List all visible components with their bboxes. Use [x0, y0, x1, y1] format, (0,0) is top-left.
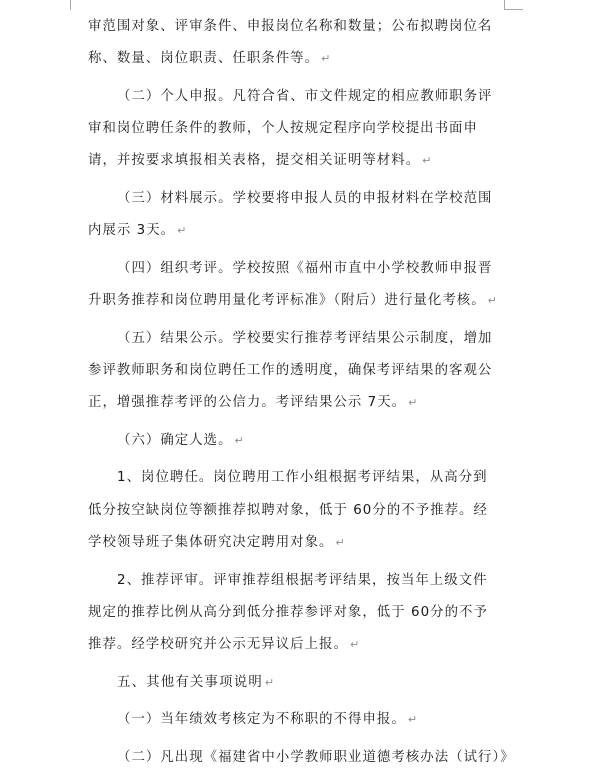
paragraph-mark-icon: ↵ [335, 535, 345, 549]
paragraph-mark-icon: ↵ [407, 713, 418, 727]
paragraph-line: 参评教师职务和岗位聘任工作的透明度，确保考评结果的客观公 [88, 362, 493, 378]
margin-corner-mark-right [504, 0, 523, 10]
paragraph-mark-icon: ↵ [234, 433, 244, 447]
paragraph-line: 1、岗位聘任。岗位聘用工作小组根据考评结果，从高分到 [117, 470, 488, 486]
paragraph-line: （三）材料展示。学校要将申报人员的申报材料在学校范围 [117, 190, 493, 206]
paragraph-line: （二）个人申报。凡符合省、市文件规定的相应教师职务评 [117, 88, 493, 104]
paragraph-line: 请，并按要求填报相关表格，提交相关证明等材料。 ↵ [88, 153, 432, 169]
paragraph-mark-icon: ↵ [264, 675, 275, 689]
paragraph-mark-icon: ↵ [408, 396, 418, 410]
paragraph-mark-icon: ↵ [349, 637, 360, 651]
paragraph-line: （五）结果公示。学校要实行推荐考评结果公示制度，增加 [117, 330, 493, 346]
paragraph-line: 审和岗位聘任条件的教师，个人按规定程序向学校提出书面申 [88, 121, 478, 137]
document-body [88, 11, 515, 774]
margin-corner-mark-left [70, 0, 71, 10]
paragraph-line: 审范围对象、评审条件、申报岗位名称和数量；公布拟聘岗位名 [88, 19, 493, 34]
paragraph-mark-icon: ↵ [177, 224, 187, 238]
paragraph-line: （四）组织考评。学校按照《福州市直中小学校教师申报晋 [117, 260, 493, 276]
paragraph-line: 规定的推荐比例从高分到低分推荐参评对象，低于 60分的不予 [88, 604, 488, 620]
paragraph-line: （六）确定人选。 ↵ [117, 432, 244, 448]
paragraph-mark-icon: ↵ [487, 294, 497, 307]
paragraph-line: 低分按空缺岗位等额推荐拟聘对象，低于 60分的不予推荐。经 [88, 502, 488, 518]
paragraph-line: 正，增强推荐考评的公信力。考评结果公示 7天。 ↵ [88, 395, 418, 411]
paragraph-line: 推荐。经学校研究并公示无异议后上报。 ↵ [88, 636, 360, 652]
paragraph-line: 内展示 3天。 ↵ [88, 223, 187, 239]
paragraph-line: 称、数量、岗位职责、任职条件等。 ↵ [88, 51, 331, 67]
section-heading: 五、其他有关事项说明 ↵ [117, 674, 275, 690]
paragraph-mark-icon: ↵ [321, 52, 331, 66]
paragraph-line: （二）凡出现《福建省中小学教师职业道德考核办法（试行）》 [117, 749, 515, 765]
paragraph-line: 2、推荐评审。评审推荐组根据考评结果，按当年上级文件 [117, 572, 488, 588]
paragraph-line: 升职务推荐和岗位聘用量化考评标准》（附后）进行量化考核。 ↵ [88, 293, 497, 308]
paragraph-mark-icon: ↵ [422, 154, 432, 168]
paragraph-line: 学校领导班子集体研究决定聘用对象。 ↵ [88, 534, 345, 550]
paragraph-line: （一）当年绩效考核定为不称职的不得申报。 ↵ [117, 712, 418, 728]
